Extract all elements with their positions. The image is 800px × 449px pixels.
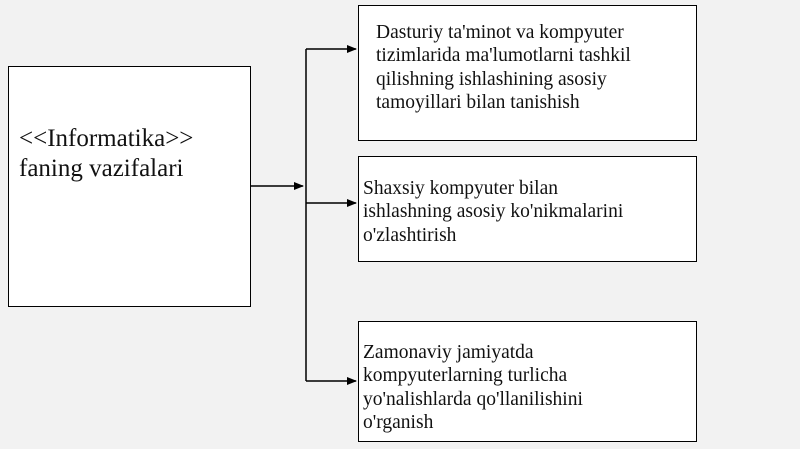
source-box — [8, 66, 251, 307]
target-label-1: Dasturiy ta'minot va kompyuter tizimlarida ma'lumotlarni tashkil qilishning ishlashining asosiy tamoyillari bilan tanishish — [376, 22, 631, 114]
target-label-3: Zamonaviy jamiyatda kompyuterlarning turlicha yo'nalishlarda qo'llanilishini o'rganish — [363, 342, 583, 434]
source-label: <<Informatika>> faning vazifalari — [19, 125, 194, 182]
target-label-2: Shaxsiy kompyuter bilan ishlashning asosiy ko'nikmalarini o'zlashtirish — [363, 178, 624, 246]
